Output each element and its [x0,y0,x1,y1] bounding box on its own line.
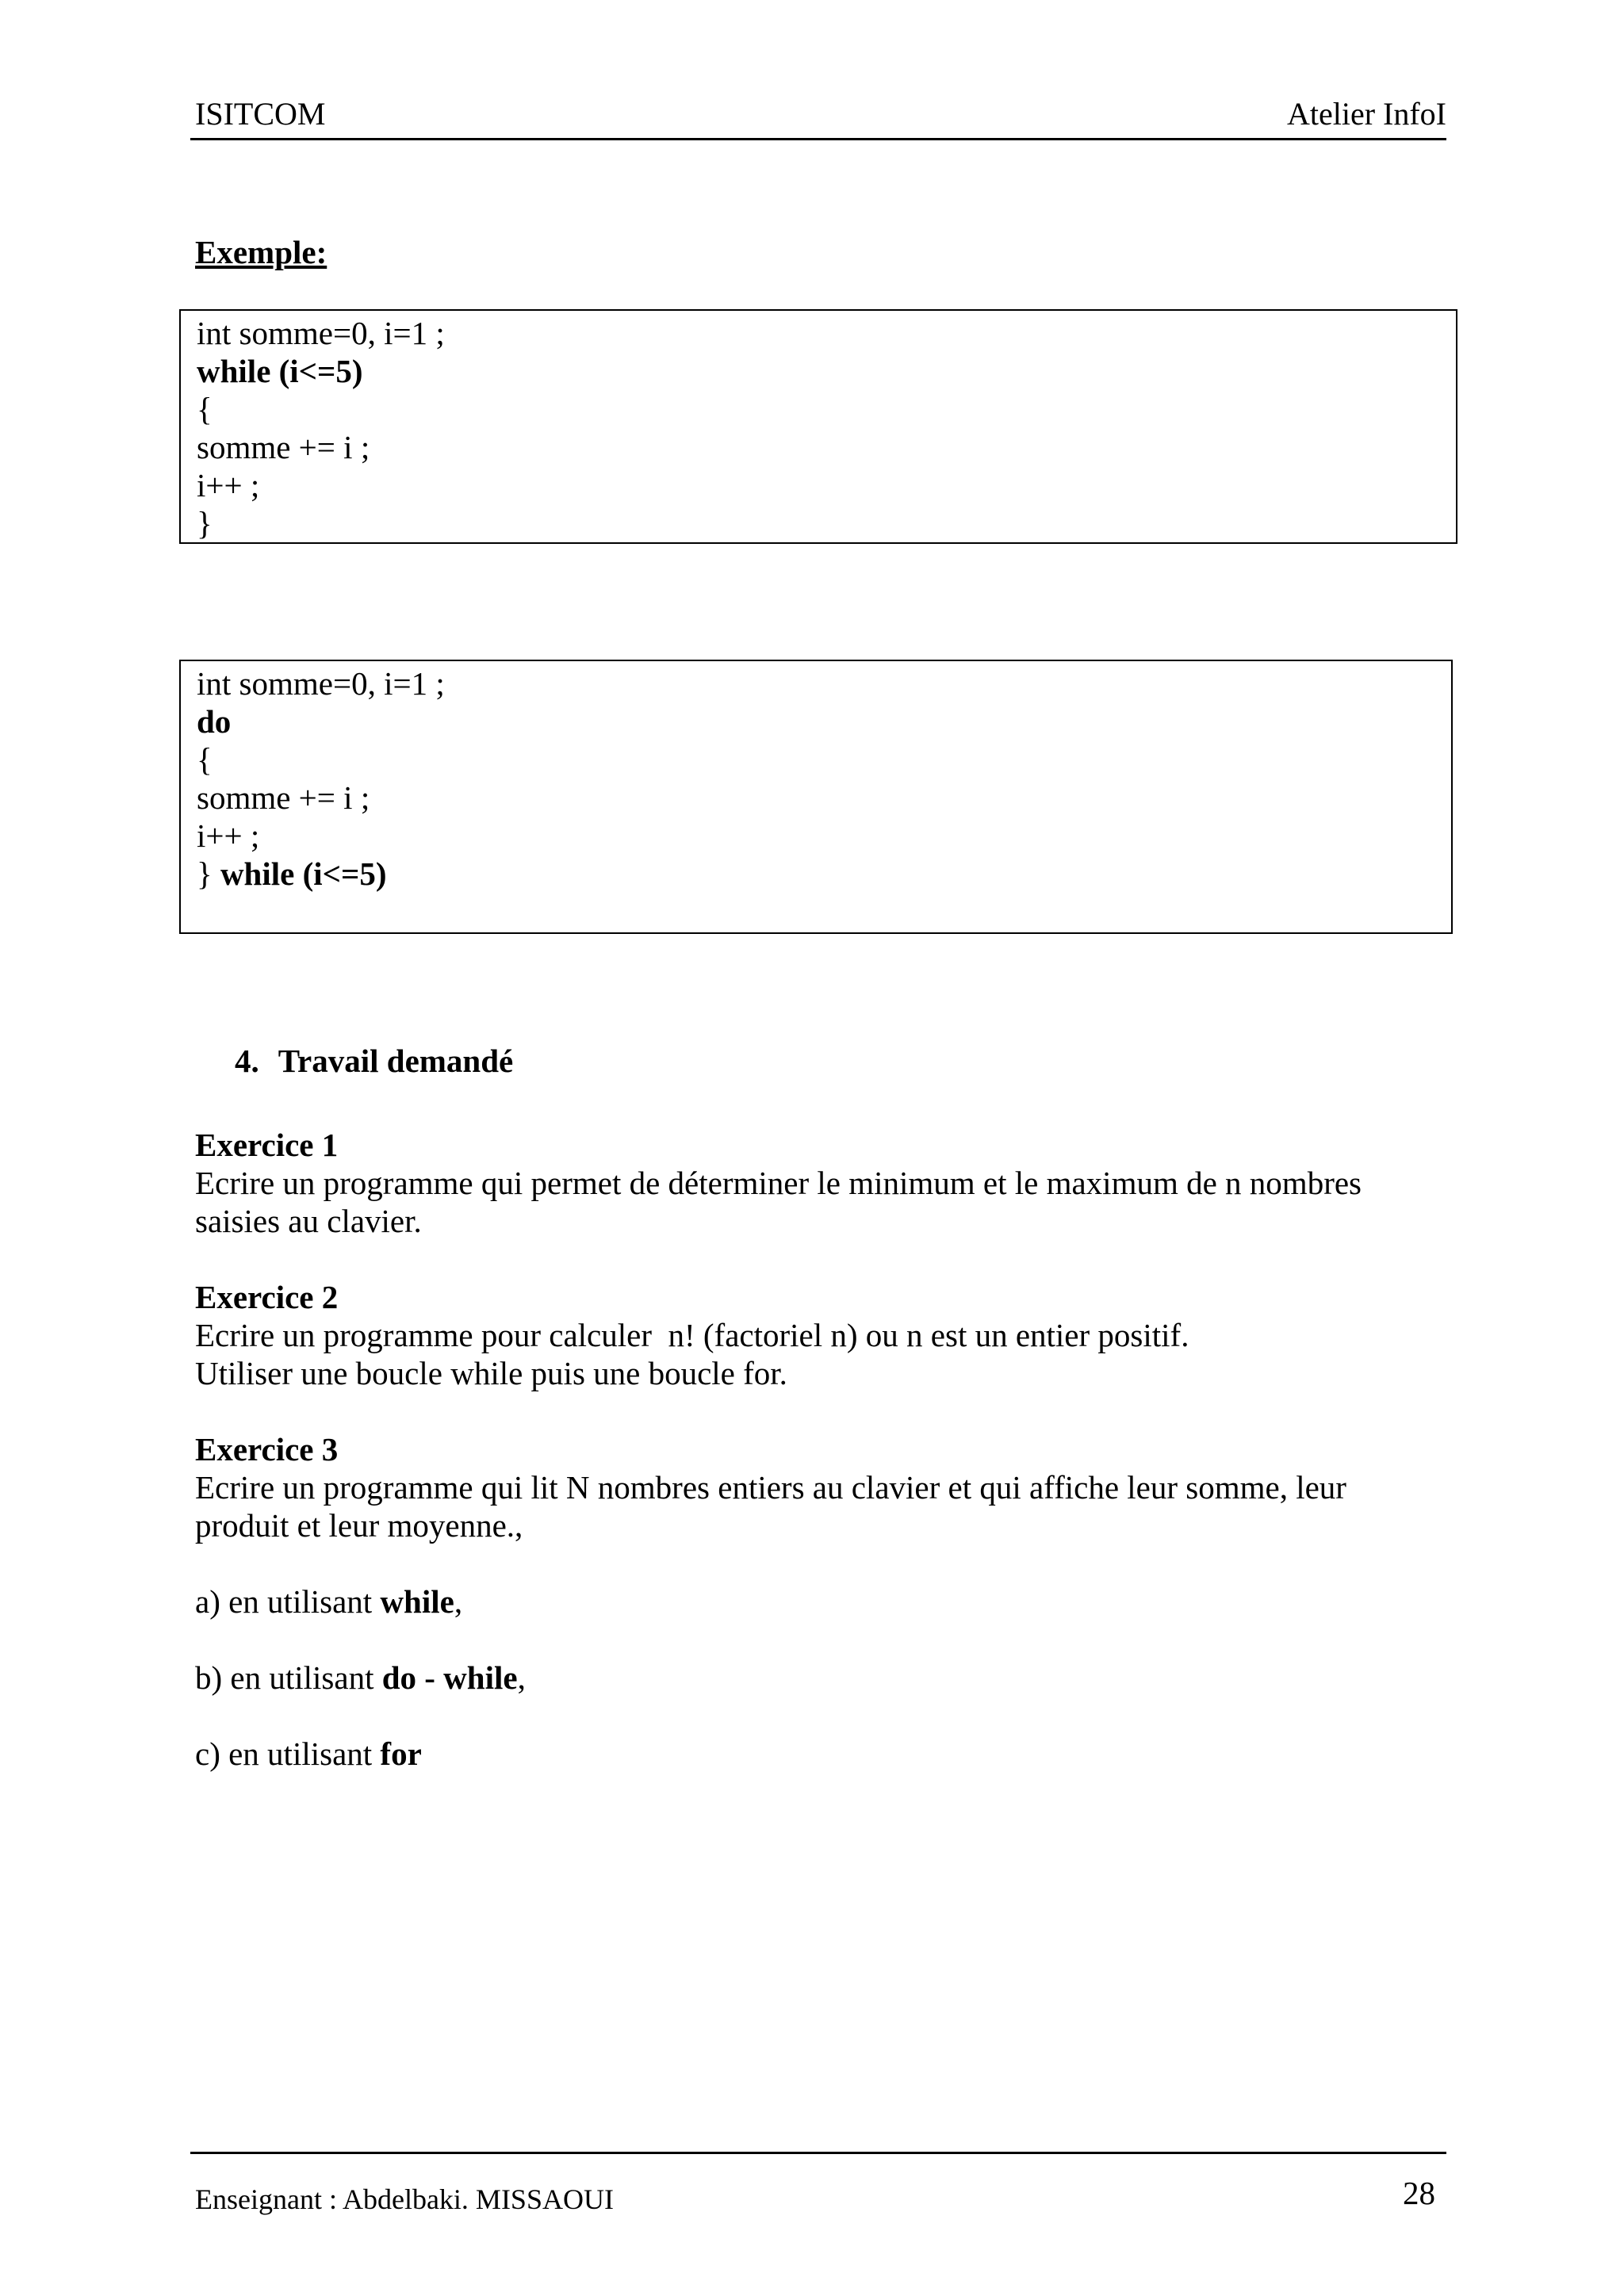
exercise-title: Exercice 1 [195,1127,339,1163]
footer-rule [190,2152,1446,2154]
option-c [195,1735,1448,1773]
exercise-text: Ecrire un programme qui permet de déterminer le minimum et le maximum de n nombres [195,1165,1362,1201]
code-brace: } [197,855,220,892]
header-rule [190,138,1446,140]
page-number: 28 [1403,2175,1435,2211]
exercise-text: saisies au clavier. [195,1203,422,1239]
option-keyword: for [380,1735,422,1772]
code-box-do-while [179,660,1453,934]
option-a [195,1582,1448,1621]
section-heading [235,1042,513,1080]
exercise-title: Exercice 3 [195,1431,339,1468]
option-text: a) en utilisant [195,1583,381,1620]
header-left: ISITCOM [195,96,326,132]
header-right: Atelier InfoI [1286,96,1446,132]
option-punct: , [517,1659,526,1696]
code-line: i++ ; [197,467,260,503]
code-line: while (i<=5) [197,353,363,389]
code-keyword: while (i<=5) [220,855,387,892]
code-line: do [197,703,232,740]
option-punct: , [454,1583,463,1620]
code-line: int somme=0, i=1 ; [197,315,445,351]
example-title: Exemple: [195,234,327,270]
code-line: somme += i ; [197,779,370,816]
option-keyword: while [380,1583,454,1620]
option-b [195,1659,1448,1697]
exercise-text: Ecrire un programme pour calculer n! (factoriel n) ou n est un entier positif. [195,1317,1189,1353]
code-line: int somme=0, i=1 ; [197,665,445,702]
exercise-3 [195,1430,1448,1773]
exercise-text: Ecrire un programme qui lit N nombres entiers au clavier et qui affiche leur somme, leur [195,1469,1346,1506]
section-title: Travail demandé [278,1043,514,1079]
exercise-text: produit et leur moyenne., [195,1507,523,1544]
exercise-2 [195,1278,1448,1392]
code-line: i++ ; [197,817,260,854]
option-text: b) en utilisant [195,1659,382,1696]
code-line: { [197,391,213,427]
footer-teacher: Enseignant : Abdelbaki. MISSAOUI [195,2183,614,2215]
code-line [197,855,1451,893]
code-line: { [197,741,213,778]
exercise-1 [195,1126,1448,1240]
option-keyword: do - while [381,1659,518,1696]
section-number: 4. [235,1043,259,1079]
code-line: somme += i ; [197,429,370,465]
option-text: c) en utilisant [195,1735,381,1772]
code-box-while [179,309,1457,544]
code-line: } [197,505,213,541]
exercise-title: Exercice 2 [195,1279,339,1315]
exercise-text: Utiliser une boucle while puis une boucle for. [195,1355,787,1391]
